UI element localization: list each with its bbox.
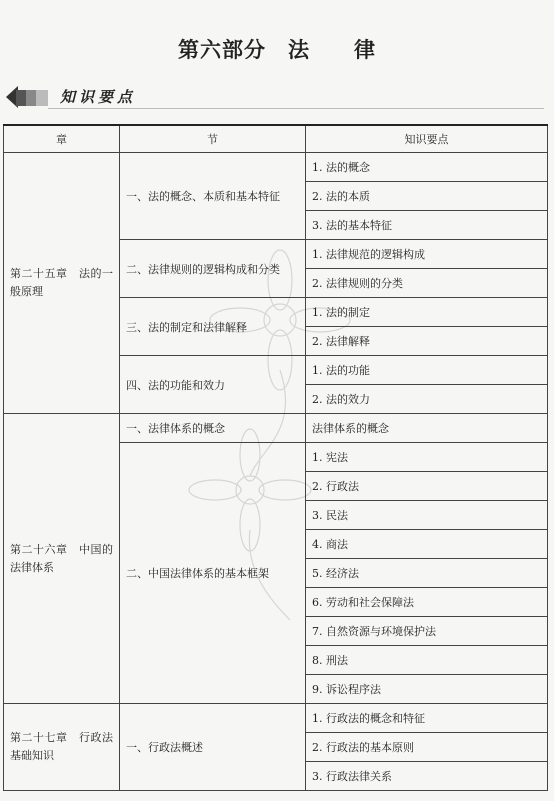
section-cell: 一、行政法概述 — [120, 704, 306, 791]
point-cell: 3. 民法 — [306, 501, 548, 530]
banner-arrow-icon — [4, 84, 50, 110]
banner-rule — [48, 108, 544, 109]
section-cell: 二、中国法律体系的基本框架 — [120, 443, 306, 704]
point-cell: 1. 法的概念 — [306, 153, 548, 182]
header-chapter: 章 — [4, 125, 120, 153]
point-cell: 4. 商法 — [306, 530, 548, 559]
point-cell: 1. 法的制定 — [306, 298, 548, 327]
point-cell: 3. 行政法律关系 — [306, 762, 548, 791]
point-cell: 1. 宪法 — [306, 443, 548, 472]
point-cell: 1. 法律规范的逻辑构成 — [306, 240, 548, 269]
header-points: 知识要点 — [306, 125, 548, 153]
point-cell: 6. 劳动和社会保障法 — [306, 588, 548, 617]
section-cell: 三、法的制定和法律解释 — [120, 298, 306, 356]
page-title: 第六部分 法 律 — [178, 37, 376, 62]
section-cell: 一、法律体系的概念 — [120, 414, 306, 443]
chapter-cell: 第二十五章 法的一般原理 — [4, 153, 120, 414]
point-cell: 3. 法的基本特征 — [306, 211, 548, 240]
point-cell: 法律体系的概念 — [306, 414, 548, 443]
table-header-row — [4, 125, 548, 153]
chapter-cell: 第二十七章 行政法基础知识 — [4, 704, 120, 791]
table-row — [4, 704, 548, 733]
point-cell: 5. 经济法 — [306, 559, 548, 588]
section-banner — [4, 84, 544, 110]
chapter-cell: 第二十六章 中国的法律体系 — [4, 414, 120, 704]
point-cell: 2. 法的本质 — [306, 182, 548, 211]
point-cell: 2. 行政法的基本原则 — [306, 733, 548, 762]
point-cell: 9. 诉讼程序法 — [306, 675, 548, 704]
point-cell: 2. 法律解释 — [306, 327, 548, 356]
point-cell: 2. 法律规则的分类 — [306, 269, 548, 298]
point-cell: 2. 法的效力 — [306, 385, 548, 414]
section-cell: 二、法律规则的逻辑构成和分类 — [120, 240, 306, 298]
table-row — [4, 414, 548, 443]
point-cell: 8. 刑法 — [306, 646, 548, 675]
point-cell: 7. 自然资源与环境保护法 — [306, 617, 548, 646]
knowledge-points-table — [3, 124, 548, 791]
table-row — [4, 153, 548, 182]
point-cell: 1. 行政法的概念和特征 — [306, 704, 548, 733]
point-cell: 2. 行政法 — [306, 472, 548, 501]
section-cell: 一、法的概念、本质和基本特征 — [120, 153, 306, 240]
section-cell: 四、法的功能和效力 — [120, 356, 306, 414]
section-banner-label: 知识要点 — [60, 88, 137, 106]
point-cell: 1. 法的功能 — [306, 356, 548, 385]
header-section: 节 — [120, 125, 306, 153]
